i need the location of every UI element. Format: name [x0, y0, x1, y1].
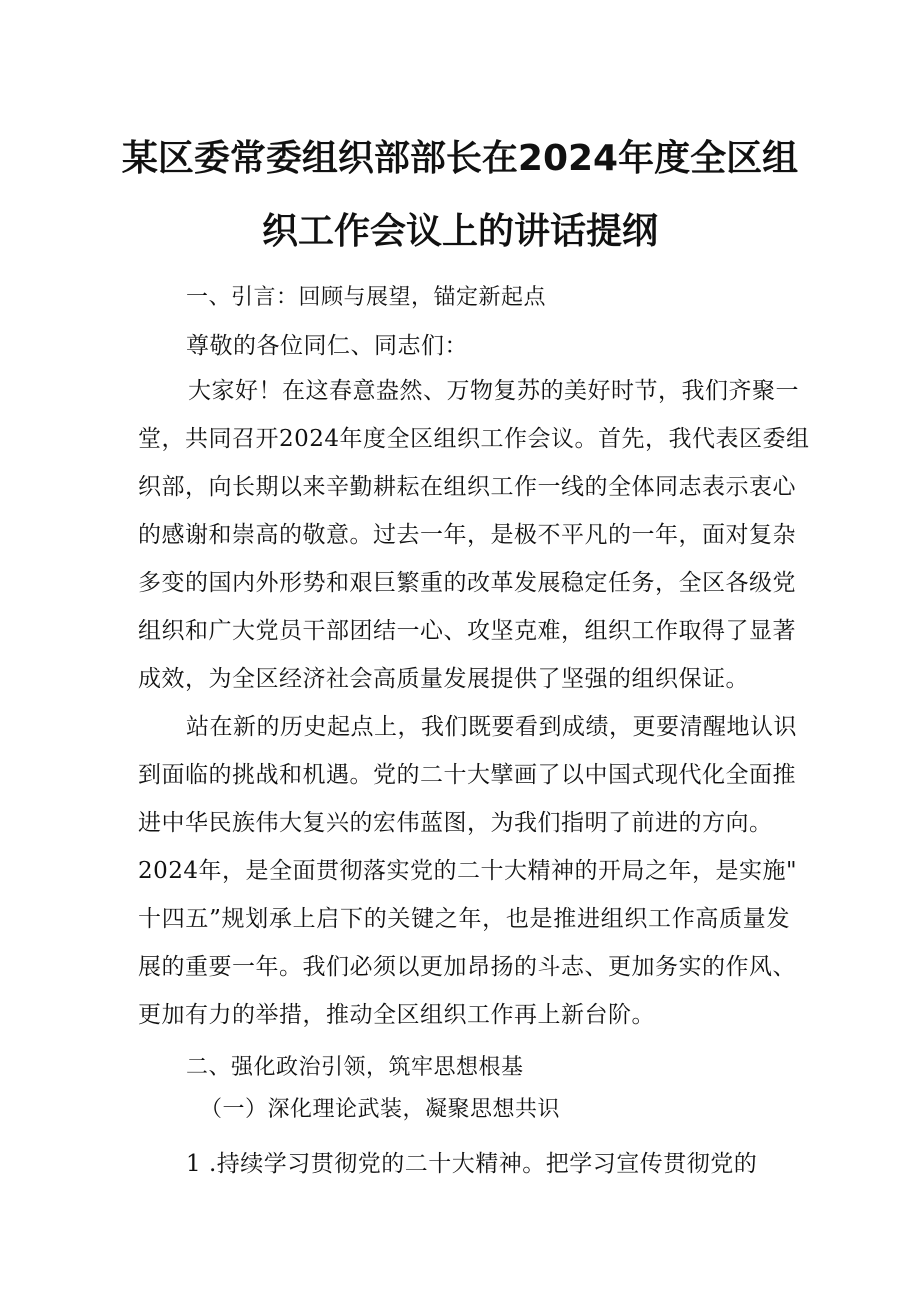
document-title-line-2: 织工作会议上的讲话提纲: [261, 211, 658, 252]
list-item-1: 1 .持续学习贯彻党的二十大精神。把学习宣传贯彻党的: [186, 1151, 758, 1177]
salutation: 尊敬的各位同仁、同志们：: [186, 333, 468, 359]
paragraph-2-line-1: 站在新的历史起点上，我们既要看到成绩，更要清醒地认识: [186, 714, 797, 740]
subsection-heading-1: （一）深化理论武装，凝聚思想共识: [200, 1097, 561, 1122]
paragraph-1-line-4: 的感谢和崇高的敬意。过去一年，是极不平凡的一年，面对复杂: [138, 522, 796, 548]
paragraph-2-line-4: 2024年，是全面贯彻落实党的二十大精神的开局之年，是实施": [138, 858, 798, 884]
document-title-line-1: 某区委常委组织部部长在2024年度全区组: [121, 138, 799, 179]
paragraph-1-line-7: 成效，为全区经济社会高质量发展提供了坚强的组织保证。: [138, 666, 749, 692]
paragraph-2-line-6: 展的重要一年。我们必须以更加昂扬的斗志、更加务实的作风、: [138, 954, 796, 980]
paragraph-2-line-5: 十四五”规划承上启下的关键之年，也是推进组织工作高质量发: [138, 906, 790, 932]
section-heading-1: 一、引言：回顾与展望，锚定新起点: [186, 285, 547, 310]
paragraph-1-line-5: 多变的国内外形势和艰巨繁重的改革发展稳定任务，全区各级党: [138, 570, 796, 596]
paragraph-2-line-7: 更加有力的举措，推动全区组织工作再上新台阶。: [138, 1002, 655, 1028]
paragraph-1-line-3: 织部，向长期以来辛勤耕耘在组织工作一线的全体同志表示衷心: [138, 474, 796, 500]
paragraph-2-line-2: 到面临的挑战和机遇。党的二十大擘画了以中国式现代化全面推: [138, 762, 796, 788]
section-heading-2: 二、强化政治引领，筑牢思想根基: [186, 1055, 524, 1080]
paragraph-1-line-1: 大家好！在这春意盎然、万物复苏的美好时节，我们齐聚一: [188, 378, 799, 404]
paragraph-1-line-2: 堂，共同召开2024年度全区组织工作会议。首先，我代表区委组: [138, 426, 810, 452]
paragraph-1-line-6: 组织和广大党员干部团结一心、攻坚克难，组织工作取得了显著: [138, 618, 796, 644]
paragraph-2-line-3: 进中华民族伟大复兴的宏伟蓝图，为我们指明了前进的方向。: [138, 810, 773, 836]
